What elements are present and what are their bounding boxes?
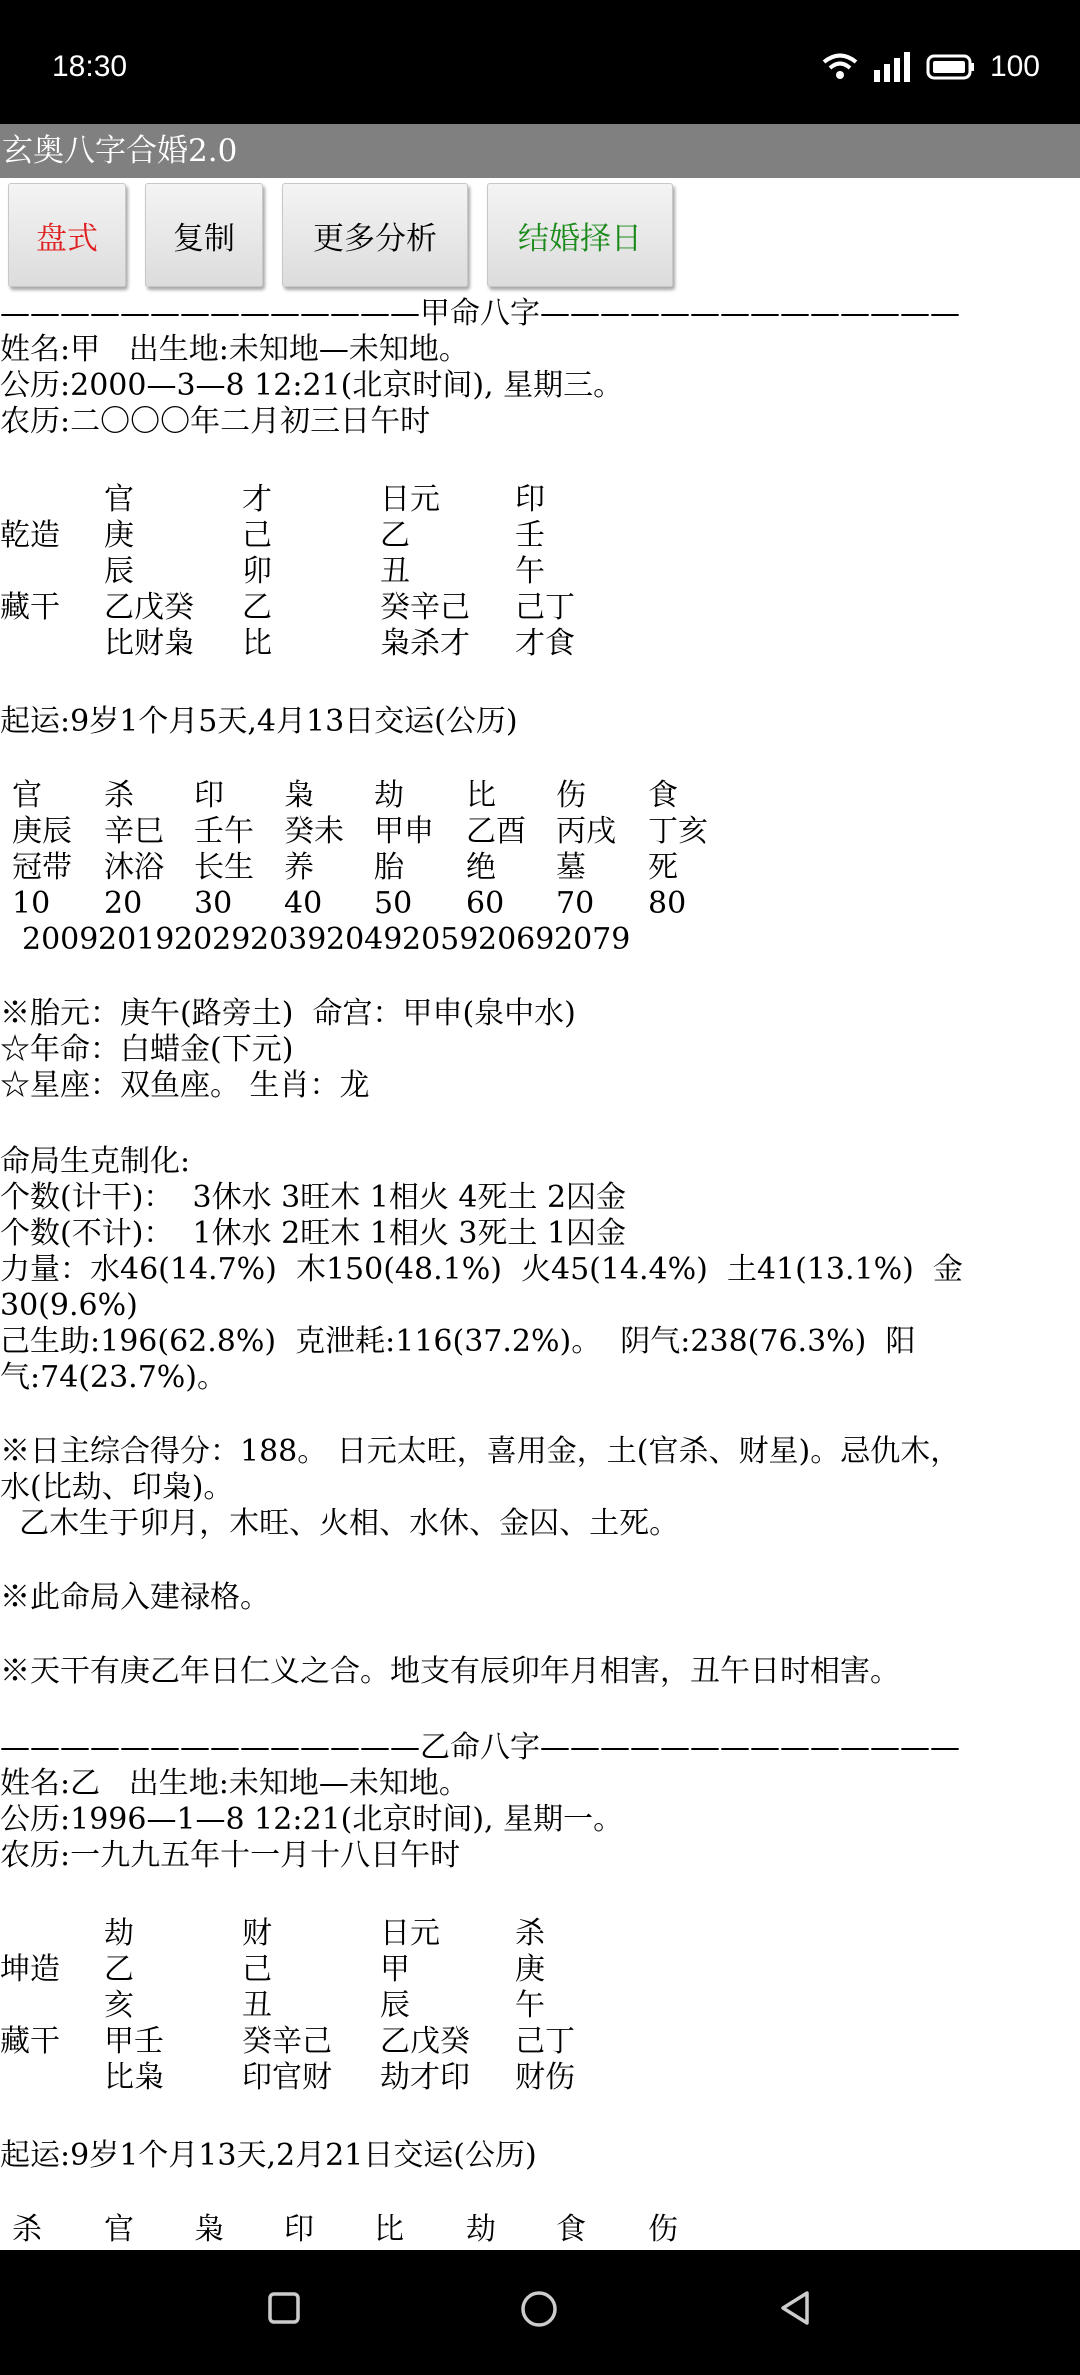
a-dayun-ganzhi: 丙戌 xyxy=(556,814,616,849)
back-icon[interactable] xyxy=(775,2288,815,2328)
a-dayun-age: 70 xyxy=(556,886,595,921)
b-hidden: 乙戊癸 xyxy=(380,2024,470,2059)
a-dayun-god: 印 xyxy=(194,778,224,813)
battery-level: 100 xyxy=(989,50,1040,83)
a-nianming-line: ☆年命：白蜡金(下元) xyxy=(0,1032,294,1067)
b-hidden: 甲壬 xyxy=(104,2024,164,2059)
a-dayun-year: 2029 xyxy=(174,922,251,957)
a-solar-line: 公历:2000—3—8 12:21(北京时间), 星期三。 xyxy=(0,368,624,403)
a-geju-line: ※此命局入建禄格。 xyxy=(0,1580,270,1615)
b-hidden: 己丁 xyxy=(515,2024,575,2059)
wifi-icon xyxy=(822,53,858,81)
a-branch: 丑 xyxy=(380,554,410,589)
b-dayun-god: 官 xyxy=(104,2212,134,2247)
a-dayun-god: 伤 xyxy=(556,778,586,813)
a-hidden-god: 比财枭 xyxy=(104,626,194,661)
b-lunar-line: 农历:一九九五年十一月十八日午时 xyxy=(0,1838,461,1873)
a-dayun-phase: 绝 xyxy=(466,850,496,885)
a-dayun-year: 2009 xyxy=(22,922,99,957)
b-stem: 乙 xyxy=(104,1952,134,1987)
b-dayun-god: 杀 xyxy=(12,2212,42,2247)
a-lunar-line: 农历:二〇〇〇年二月初三日午时 xyxy=(0,404,431,439)
b-hidden-god: 财伤 xyxy=(515,2060,575,2095)
b-god: 财 xyxy=(242,1916,272,1951)
a-dayun-phase: 养 xyxy=(284,850,314,885)
a-hidden-god: 比 xyxy=(242,626,272,661)
a-dayun-phase: 冠带 xyxy=(12,850,72,885)
a-name-line: 姓名:甲 出生地:未知地—未知地。 xyxy=(0,332,469,367)
a-dayun-god: 杀 xyxy=(104,778,134,813)
a-branch: 午 xyxy=(515,554,545,589)
b-dayun-god: 劫 xyxy=(466,2212,496,2247)
b-dayun-god: 印 xyxy=(284,2212,314,2247)
a-branch: 辰 xyxy=(104,554,134,589)
more-analysis-button[interactable] xyxy=(282,183,468,287)
a-xingzuo-line: ☆星座：双鱼座。 生肖：龙 xyxy=(0,1068,370,1103)
b-hidden-god: 印官财 xyxy=(242,2060,332,2095)
b-branch: 午 xyxy=(515,1988,545,2023)
a-dayun-age: 10 xyxy=(12,886,51,921)
a-power-line-cont: 30(9.6%) xyxy=(0,1288,138,1323)
b-dayun-god: 比 xyxy=(374,2212,404,2247)
b-hidden-label: 藏干 xyxy=(0,2024,60,2059)
status-time: 18:30 xyxy=(52,50,128,83)
a-dayun-age: 50 xyxy=(374,886,413,921)
b-stem: 庚 xyxy=(515,1952,545,1987)
a-stem: 己 xyxy=(242,518,272,553)
a-god: 印 xyxy=(515,482,545,517)
a-score-line: ※日主综合得分：188。 日元太旺，喜用金，土(官杀、财星)。忌仇木， xyxy=(0,1434,961,1469)
a-help-line: 己生助:196(62.8%) 克泄耗:116(37.2%)。 阴气:238(76.3%) 阳 xyxy=(0,1324,916,1359)
a-dayun-phase: 墓 xyxy=(556,850,586,885)
a-dayun-ganzhi: 辛巳 xyxy=(104,814,164,849)
b-qiyun-line: 起运:9岁1个月13天,2月21日交运(公历) xyxy=(0,2138,537,2173)
a-dayun-god: 食 xyxy=(648,778,678,813)
a-hidden: 己丁 xyxy=(515,590,575,625)
a-dayun-god: 官 xyxy=(12,778,42,813)
b-god: 劫 xyxy=(104,1916,134,1951)
a-hidden: 癸辛己 xyxy=(380,590,470,625)
a-dayun-age: 20 xyxy=(104,886,143,921)
a-dayun-ganzhi: 癸未 xyxy=(284,814,344,849)
a-dayun-ganzhi: 乙酉 xyxy=(466,814,526,849)
navigation-bar xyxy=(0,2250,1080,2375)
a-qiyun-line: 起运:9岁1个月5天,4月13日交运(公历) xyxy=(0,704,518,739)
a-dayun-god: 枭 xyxy=(284,778,314,813)
layout-button[interactable] xyxy=(8,183,126,287)
a-dayun-ganzhi: 甲申 xyxy=(374,814,434,849)
status-icons xyxy=(822,50,1040,84)
app-title: 玄奥八字合婚2.0 xyxy=(0,124,1080,178)
a-dayun-god: 劫 xyxy=(374,778,404,813)
copy-button-label: 复制 xyxy=(173,220,235,257)
a-row-label: 乾造 xyxy=(0,518,60,553)
a-power-line: 力量：水46(14.7%) 木150(48.1%) 火45(14.4%) 土41(13.1%) 金 xyxy=(0,1252,963,1287)
b-dayun-god: 伤 xyxy=(648,2212,678,2247)
a-hidden-label: 藏干 xyxy=(0,590,60,625)
b-branch: 亥 xyxy=(104,1988,134,2023)
b-branch: 丑 xyxy=(242,1988,272,2023)
layout-button-label: 盘式 xyxy=(36,220,98,257)
a-dayun-ganzhi: 庚辰 xyxy=(12,814,72,849)
b-row-label: 坤造 xyxy=(0,1952,60,1987)
wedding-date-button[interactable] xyxy=(487,183,673,287)
a-hidden-god: 才食 xyxy=(515,626,575,661)
signal-icon xyxy=(872,52,912,82)
a-dayun-age: 60 xyxy=(466,886,505,921)
a-dayun-phase: 死 xyxy=(648,850,678,885)
recent-apps-icon[interactable] xyxy=(264,2288,304,2328)
a-god: 官 xyxy=(104,482,134,517)
a-count2-line: 个数(不计)： 1休水 2旺木 1相火 3死土 1囚金 xyxy=(0,1216,627,1251)
a-hidden: 乙 xyxy=(242,590,272,625)
a-help-line-cont: 气:74(23.7%)。 xyxy=(0,1360,227,1395)
b-dayun-god: 枭 xyxy=(194,2212,224,2247)
a-dayun-phase: 胎 xyxy=(374,850,404,885)
a-dayun-phase: 长生 xyxy=(194,850,254,885)
a-god: 日元 xyxy=(380,482,440,517)
b-hidden-god: 劫才印 xyxy=(380,2060,470,2095)
a-dayun-age: 40 xyxy=(284,886,323,921)
a-dayun-ganzhi: 壬午 xyxy=(194,814,254,849)
a-hidden: 乙戊癸 xyxy=(104,590,194,625)
a-dayun-year: 2069 xyxy=(478,922,555,957)
copy-button[interactable] xyxy=(145,183,263,287)
a-dayun-year: 2019 xyxy=(98,922,175,957)
a-mingju-title: 命局生克制化: xyxy=(0,1144,191,1179)
b-solar-line: 公历:1996—1—8 12:21(北京时间), 星期一。 xyxy=(0,1802,624,1837)
section-b-header: ——————————————乙命八字—————————————— xyxy=(0,1730,960,1765)
home-icon[interactable] xyxy=(518,2288,560,2330)
a-dayun-god: 比 xyxy=(466,778,496,813)
a-dayun-year: 2079 xyxy=(554,922,631,957)
a-taiyuan-line: ※胎元：庚午(路旁土) 命宫：甲申(泉中水) xyxy=(0,996,576,1031)
b-god: 杀 xyxy=(515,1916,545,1951)
a-he-line: ※天干有庚乙年日仁义之合。地支有辰卯年月相害，丑午日时相害。 xyxy=(0,1654,900,1689)
a-dayun-year: 2049 xyxy=(326,922,403,957)
a-branch: 卯 xyxy=(242,554,272,589)
a-dayun-phase: 沐浴 xyxy=(104,850,164,885)
a-dayun-ganzhi: 丁亥 xyxy=(648,814,708,849)
battery-icon xyxy=(926,53,976,81)
a-dayun-year: 2039 xyxy=(250,922,327,957)
b-stem: 己 xyxy=(242,1952,272,1987)
b-god: 日元 xyxy=(380,1916,440,1951)
b-branch: 辰 xyxy=(380,1988,410,2023)
a-stem: 壬 xyxy=(515,518,545,553)
a-dayun-year: 2059 xyxy=(402,922,479,957)
a-stem: 庚 xyxy=(104,518,134,553)
b-name-line: 姓名:乙 出生地:未知地—未知地。 xyxy=(0,1766,469,1801)
a-god: 才 xyxy=(242,482,272,517)
a-dayun-age: 80 xyxy=(648,886,687,921)
a-stem: 乙 xyxy=(380,518,410,553)
a-season-line: 乙木生于卯月，木旺、火相、水休、金囚、土死。 xyxy=(0,1506,680,1541)
wedding-date-button-label: 结婚择日 xyxy=(518,220,642,257)
a-hidden-god: 枭杀才 xyxy=(380,626,470,661)
a-count1-line: 个数(计干)： 3休水 3旺木 1相火 4死土 2囚金 xyxy=(0,1180,627,1215)
a-score-line-cont: 水(比劫、印枭)。 xyxy=(0,1470,234,1505)
status-bar xyxy=(0,0,1080,124)
more-analysis-button-label: 更多分析 xyxy=(313,220,437,257)
section-a-header: ——————————————甲命八字—————————————— xyxy=(0,296,960,331)
b-dayun-god: 食 xyxy=(556,2212,586,2247)
b-hidden-god: 比枭 xyxy=(104,2060,164,2095)
b-hidden: 癸辛己 xyxy=(242,2024,332,2059)
b-stem: 甲 xyxy=(380,1952,410,1987)
a-dayun-age: 30 xyxy=(194,886,233,921)
